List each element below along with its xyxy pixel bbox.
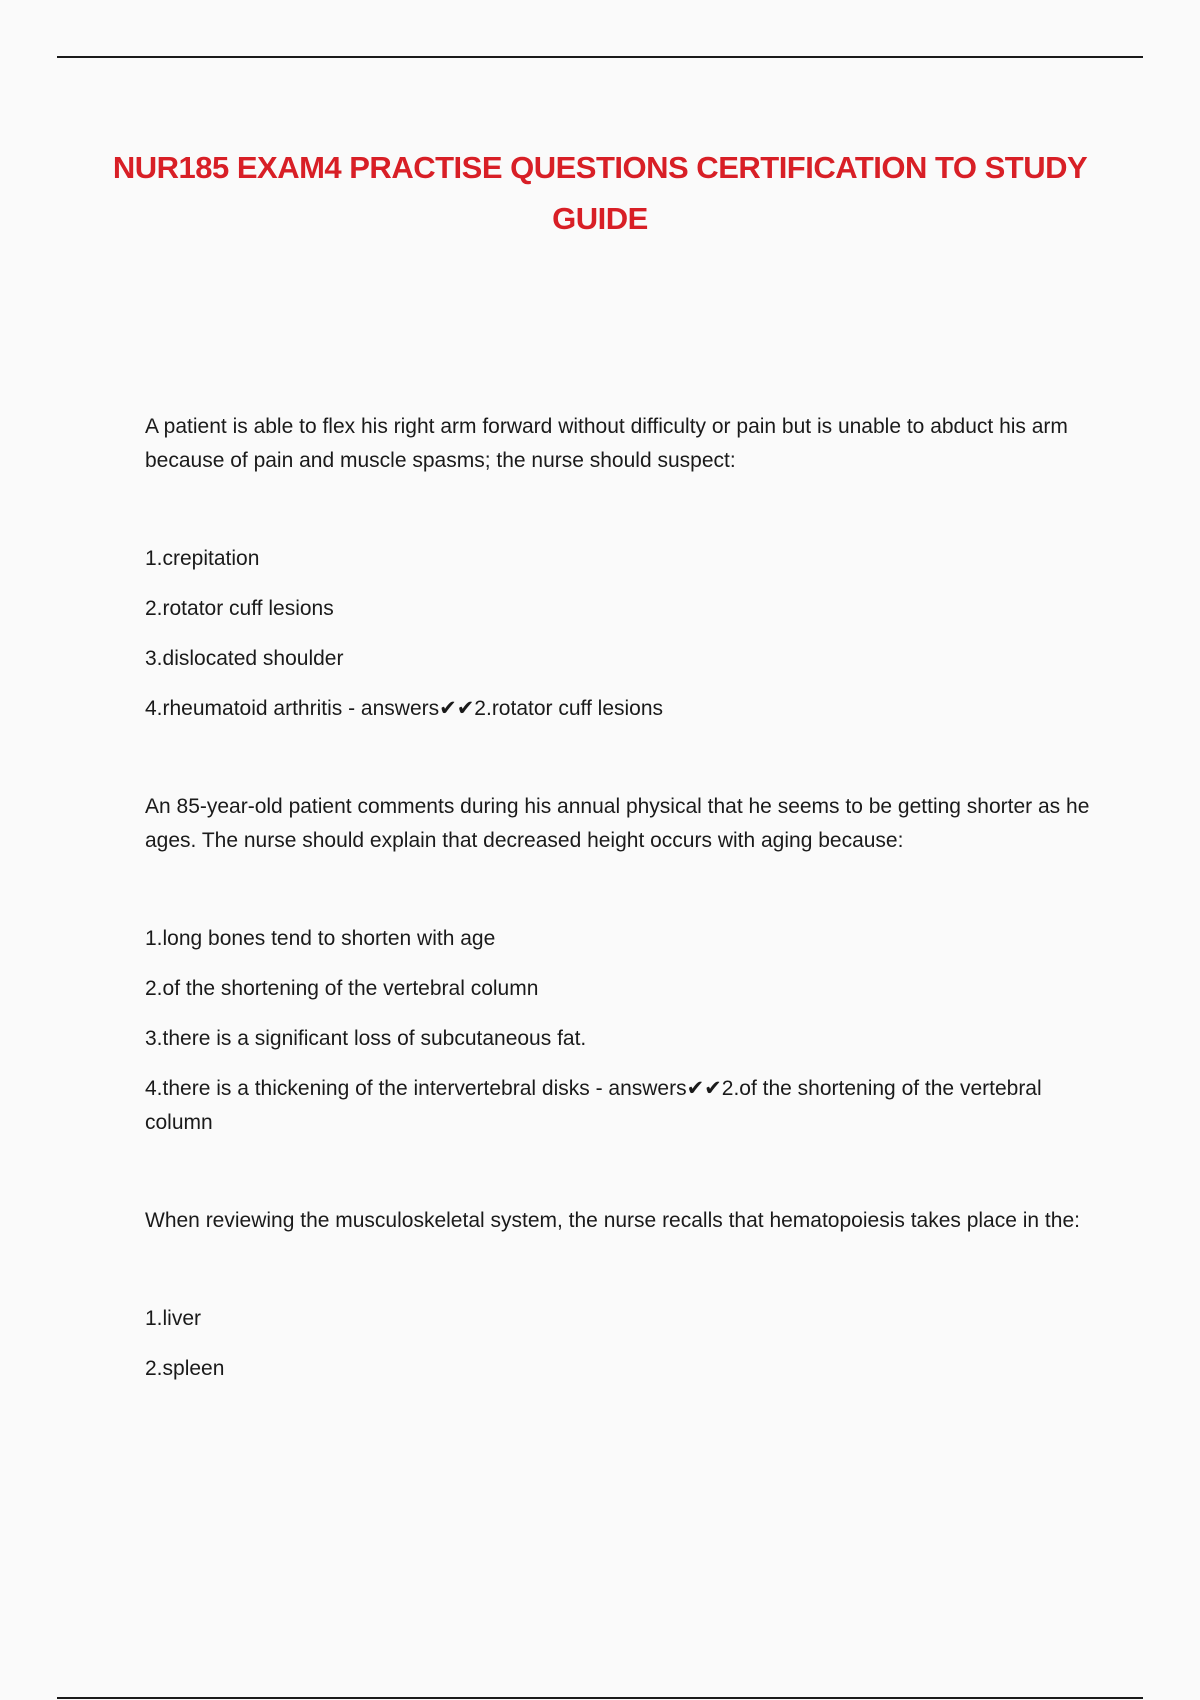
document-body — [145, 410, 1095, 1402]
question-1-text: A patient is able to flex his right arm forward without difficulty or pain but is unable to abduct his arm because of pain and muscle spasms; the nurse should suspect: — [145, 415, 1068, 472]
question-2-text: An 85-year-old patient comments during his annual physical that he seems to be getting shorter as he ages. The nurse should explain that decreased height occurs with aging because: — [145, 795, 1090, 852]
question-2-option-4-answer: 4.there is a thickening of the intervertebral disks - answers✔✔2.of the shortening of the vertebral column — [145, 1077, 1042, 1134]
question-2-options — [145, 922, 1095, 1140]
top-rule — [57, 56, 1143, 58]
bottom-rule — [57, 1697, 1143, 1699]
question-3-option-1: 1.liver — [145, 1307, 202, 1330]
question-1-options — [145, 542, 1095, 726]
question-1-option-4-answer: 4.rheumatoid arthritis - answers✔✔2.rotator cuff lesions — [145, 697, 664, 720]
question-3-option-2: 2.spleen — [145, 1357, 225, 1380]
question-1-option-2: 2.rotator cuff lesions — [145, 597, 334, 620]
question-3-text: When reviewing the musculoskeletal system, the nurse recalls that hematopoiesis takes place in the: — [145, 1209, 1080, 1232]
question-2-option-2: 2.of the shortening of the vertebral column — [145, 977, 539, 1000]
question-3-options — [145, 1302, 1095, 1386]
question-1-option-1: 1.crepitation — [145, 547, 260, 570]
question-2-option-1: 1.long bones tend to shorten with age — [145, 927, 496, 950]
document-title: NUR185 EXAM4 PRACTISE QUESTIONS CERTIFICATION TO STUDY GUIDE — [112, 150, 1088, 236]
question-1-option-3: 3.dislocated shoulder — [145, 647, 344, 670]
question-2-option-3: 3.there is a significant loss of subcutaneous fat. — [145, 1027, 587, 1050]
